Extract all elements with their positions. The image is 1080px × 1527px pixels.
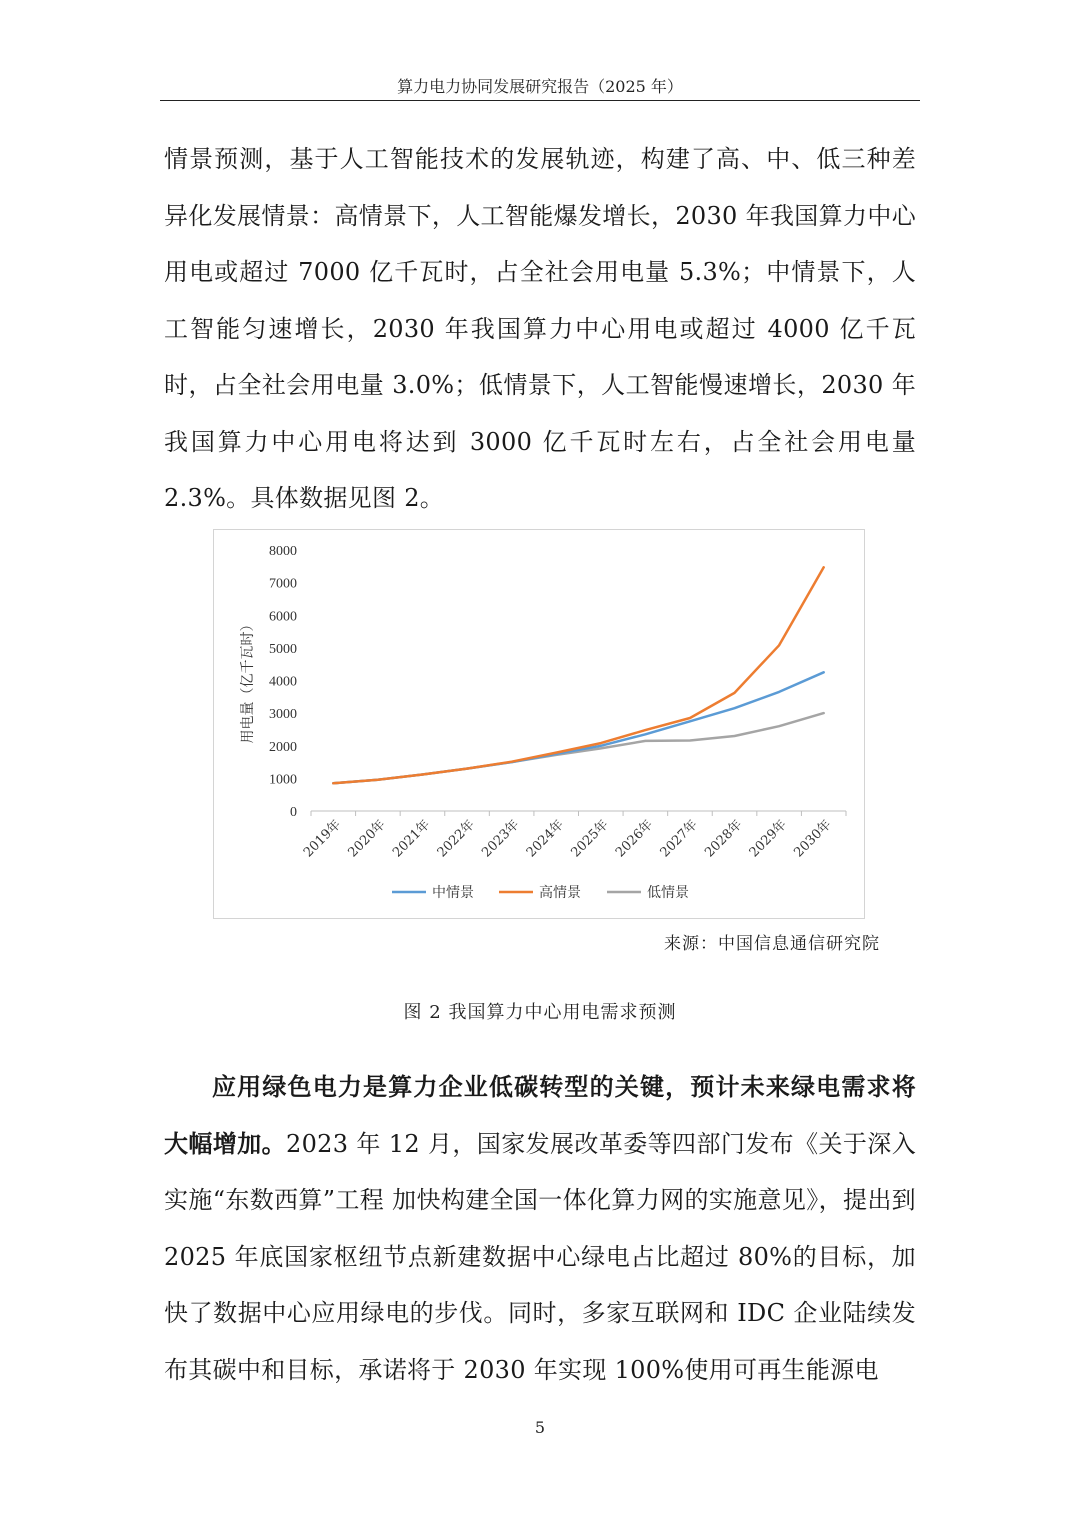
- x-tick-label: 2026年: [613, 817, 657, 861]
- y-tick-label: 5000: [269, 641, 297, 657]
- x-tick-label: 2028年: [702, 817, 746, 861]
- page-number: 5: [534, 1418, 546, 1437]
- x-tick-label: 2019年: [300, 817, 345, 861]
- x-tick-label: 2021年: [390, 817, 434, 861]
- y-axis-label: 用电量（亿千瓦时）: [240, 617, 256, 744]
- series-line-1: [333, 672, 823, 783]
- x-tick-label: 2029年: [746, 817, 790, 861]
- line-chart: [214, 530, 866, 920]
- figure-source: 来源：中国信息通信研究院: [664, 934, 880, 954]
- page-header: 算力电力协同发展研究报告（2025 年）: [397, 77, 683, 96]
- y-tick-label: 4000: [269, 674, 297, 690]
- x-tick-label: 2024年: [523, 817, 568, 861]
- y-tick-label: 8000: [269, 544, 297, 559]
- x-tick-label: 2025年: [568, 817, 612, 861]
- y-tick-label: 3000: [269, 707, 297, 723]
- x-tick-label: 2022年: [434, 817, 478, 861]
- legend-label-1: 中情景: [432, 885, 474, 901]
- legend-label-2: 高情景: [539, 885, 581, 901]
- x-tick-label: 2020年: [345, 817, 389, 861]
- y-tick-label: 7000: [269, 576, 297, 592]
- x-tick-label: 2030年: [791, 817, 835, 861]
- body-paragraph-2: [164, 1059, 916, 1398]
- figure-caption: 图 2 我国算力中心用电需求预测: [403, 1002, 677, 1023]
- legend-label-3: 低情景: [647, 885, 689, 901]
- y-tick-label: 2000: [269, 739, 297, 755]
- x-tick-label: 2023年: [479, 817, 523, 861]
- body-paragraph-1: 情景预测，基于人工智能技术的发展轨迹，构建了高、中、低三种差异化发展情景：高情景下，人工智能爆发增长，2030 年我国算力中心用电或超过 7000 亿千瓦时，占全社会用电量 5.3%；中情景下，人工智能匀速增长，2030 年我国算力中心用电或超过 4000 亿千瓦时，占全社会用电量 3.0%；低情景下，人工智能慢速增长，2030 年我国算力中心用电将达到 3000 亿千瓦时左右，占全社会用电量 2.3%。具体数据见图 2。: [164, 145, 916, 512]
- y-tick-label: 6000: [269, 609, 297, 625]
- bold-lead-sentence: 应用绿色电力是算力企业低碳转型的关键，预计未来绿电需求将大幅增加。: [164, 1072, 916, 1158]
- paragraph-2-text: 2023 年 12 月，国家发展改革委等四部门发布《关于深入实施“东数西算”工程 加快构建全国一体化算力网的实施意见》，提出到 2025 年底国家枢纽节点新建数据中心绿电占比超过 80%的目标，加快了数据中心应用绿电的步伐。同时，多家互联网和 IDC 企业陆续发布其碳中和目标，承诺将于 2030 年实现 100%使用可再生能源电: [164, 1129, 917, 1384]
- chart-container: [213, 529, 865, 919]
- y-tick-label: 1000: [269, 772, 297, 788]
- header-rule: [160, 100, 920, 101]
- x-tick-label: 2027年: [657, 817, 701, 861]
- y-tick-label: 0: [290, 805, 297, 820]
